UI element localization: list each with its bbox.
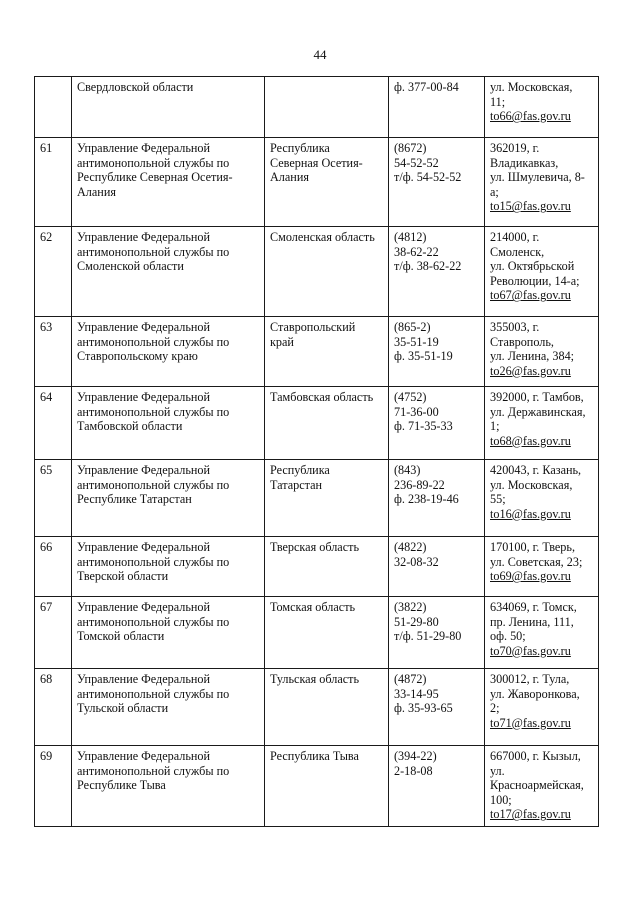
- office-name-line: антимонопольной службы по: [77, 554, 230, 569]
- phone-numbers-line: ф. 71-35-33: [394, 419, 453, 434]
- phone-numbers-cell: [389, 317, 485, 387]
- table-row: [35, 669, 599, 746]
- postal-address-cell: [485, 746, 599, 827]
- region-name-line: Алания: [270, 170, 309, 185]
- office-name-line: Управление Федеральной: [77, 320, 211, 334]
- postal-address-line: 355003, г.: [490, 320, 540, 334]
- office-name-cell: [72, 669, 265, 746]
- postal-address-cell: [485, 460, 599, 537]
- office-name-cell: [72, 138, 265, 227]
- postal-address-cell: [485, 317, 599, 387]
- page-number: 44: [313, 47, 327, 62]
- postal-address-cell: [485, 227, 599, 317]
- region-name-cell: [265, 227, 389, 317]
- phone-numbers-cell: [389, 138, 485, 227]
- postal-address-line: ул. Державинская,: [490, 404, 586, 419]
- office-name-line: Республике Тыва: [77, 778, 166, 793]
- postal-address-line: ул. Московская,: [490, 477, 573, 492]
- office-name-cell: [72, 77, 265, 138]
- postal-address-line: 55;: [490, 492, 506, 507]
- email-link[interactable]: to70@fas.gov.ru: [490, 643, 571, 658]
- phone-numbers-cell: [389, 227, 485, 317]
- phone-numbers-cell: [389, 746, 485, 827]
- postal-address-line: 2;: [490, 701, 500, 716]
- region-name-cell: [265, 537, 389, 597]
- region-name-line: Тверская область: [270, 540, 360, 554]
- email-link[interactable]: to66@fas.gov.ru: [490, 109, 571, 124]
- table-row: [35, 138, 599, 227]
- email-link[interactable]: to26@fas.gov.ru: [490, 363, 571, 378]
- phone-numbers-line: ф. 35-93-65: [394, 701, 453, 716]
- office-name-line: Республике Татарстан: [77, 492, 192, 507]
- email-link[interactable]: to67@fas.gov.ru: [490, 288, 571, 303]
- office-name-cell: [72, 537, 265, 597]
- postal-address-line: ул. Октябрьской: [490, 259, 575, 274]
- region-name-line: Тульская область: [270, 672, 360, 686]
- phone-numbers-cell: [389, 669, 485, 746]
- postal-address-line: 1;: [490, 419, 500, 434]
- postal-address-line: 392000, г. Тамбов,: [490, 390, 584, 404]
- postal-address-line: 300012, г. Тула,: [490, 672, 570, 686]
- table-row: [35, 537, 599, 597]
- row-number: 61: [35, 138, 72, 227]
- row-number: 68: [35, 669, 72, 746]
- office-name-line: Управление Федеральной: [77, 600, 211, 614]
- table-body: [35, 77, 599, 827]
- office-name-cell: [72, 460, 265, 537]
- phone-numbers-line: ф. 238-19-46: [394, 492, 459, 507]
- region-name-cell: [265, 138, 389, 227]
- postal-address-line: Смоленск,: [490, 244, 545, 259]
- office-name-line: Алания: [77, 184, 116, 199]
- phone-numbers-line: (4812): [394, 230, 427, 244]
- office-name-line: Управление Федеральной: [77, 141, 211, 155]
- phone-numbers-line: 51-29-80: [394, 614, 439, 629]
- office-name-line: Смоленской области: [77, 259, 184, 274]
- office-name-line: Управление Федеральной: [77, 672, 211, 686]
- phone-numbers-line: 236-89-22: [394, 477, 445, 492]
- office-name-cell: [72, 227, 265, 317]
- table-row: [35, 746, 599, 827]
- postal-address-line: 11;: [490, 94, 506, 109]
- row-number: 65: [35, 460, 72, 537]
- postal-address-line: 420043, г. Казань,: [490, 463, 582, 477]
- postal-address-cell: [485, 387, 599, 460]
- table-row: [35, 460, 599, 537]
- office-name-line: Свердловской области: [77, 80, 194, 94]
- office-name-line: Тверской области: [77, 569, 169, 584]
- office-name-line: Управление Федеральной: [77, 230, 211, 244]
- phone-numbers-line: (4752): [394, 390, 427, 404]
- table-row: [35, 77, 599, 138]
- region-name-cell: [265, 77, 389, 138]
- postal-address-line: Революции, 14-а;: [490, 273, 580, 288]
- phone-numbers-line: 35-51-19: [394, 334, 439, 349]
- phone-numbers-line: (394-22): [394, 749, 437, 763]
- postal-address-line: 362019, г.: [490, 141, 540, 155]
- region-name-line: край: [270, 334, 294, 349]
- postal-address-cell: [485, 597, 599, 669]
- phone-numbers-line: 38-62-22: [394, 244, 439, 259]
- office-name-line: Управление Федеральной: [77, 540, 211, 554]
- office-name-line: Управление Федеральной: [77, 390, 211, 404]
- phone-numbers-line: (865-2): [394, 320, 431, 334]
- phone-numbers-line: т/ф. 54-52-52: [394, 170, 462, 185]
- region-name-cell: [265, 460, 389, 537]
- postal-address-cell: [485, 537, 599, 597]
- postal-address-line: ул.: [490, 763, 505, 778]
- phone-numbers-line: т/ф. 38-62-22: [394, 259, 462, 274]
- postal-address-line: ул. Жаворонкова,: [490, 686, 580, 701]
- region-name-cell: [265, 597, 389, 669]
- phone-numbers-line: 33-14-95: [394, 686, 439, 701]
- table-row: [35, 317, 599, 387]
- office-name-line: Ставропольскому краю: [77, 349, 198, 364]
- region-name-line: Республика: [270, 463, 330, 477]
- postal-address-line: Ставрополь,: [490, 334, 554, 349]
- region-name-line: Томская область: [270, 600, 356, 614]
- region-name-line: Республика: [270, 141, 330, 155]
- postal-address-cell: [485, 669, 599, 746]
- office-name-line: антимонопольной службы по: [77, 244, 230, 259]
- table-row: [35, 387, 599, 460]
- table-row: [35, 597, 599, 669]
- region-name-line: Республика Тыва: [270, 749, 359, 763]
- email-link[interactable]: to16@fas.gov.ru: [490, 506, 571, 521]
- phone-numbers-line: (8672): [394, 141, 427, 155]
- row-number: 64: [35, 387, 72, 460]
- office-name-line: антимонопольной службы по: [77, 614, 230, 629]
- row-number: [35, 77, 72, 138]
- phone-numbers-cell: [389, 77, 485, 138]
- office-name-line: Тамбовской области: [77, 419, 183, 434]
- region-name-cell: [265, 317, 389, 387]
- postal-address-line: ул. Шмулевича, 8-: [490, 170, 585, 185]
- phone-numbers-line: 32-08-32: [394, 554, 439, 569]
- email-link[interactable]: to17@fas.gov.ru: [490, 807, 571, 822]
- phone-numbers-line: ф. 377-00-84: [394, 80, 459, 94]
- phone-numbers-cell: [389, 460, 485, 537]
- office-name-line: антимонопольной службы по: [77, 763, 230, 778]
- phone-numbers-line: ф. 35-51-19: [394, 349, 453, 364]
- email-link[interactable]: to71@fas.gov.ru: [490, 715, 571, 730]
- postal-address-cell: [485, 138, 599, 227]
- postal-address-cell: [485, 77, 599, 138]
- phone-numbers-cell: [389, 597, 485, 669]
- postal-address-line: ул. Советская, 23;: [490, 554, 583, 569]
- postal-address-line: ул. Московская,: [490, 80, 573, 94]
- postal-address-line: Красноармейская,: [490, 778, 584, 793]
- email-link[interactable]: to69@fas.gov.ru: [490, 569, 571, 584]
- row-number: 67: [35, 597, 72, 669]
- phone-numbers-cell: [389, 387, 485, 460]
- region-name-cell: [265, 746, 389, 827]
- row-number: 62: [35, 227, 72, 317]
- region-name-line: Татарстан: [270, 477, 323, 492]
- phone-numbers-line: (3822): [394, 600, 427, 614]
- office-name-cell: [72, 387, 265, 460]
- region-name-line: Северная Осетия-: [270, 155, 363, 170]
- row-number: 69: [35, 746, 72, 827]
- office-name-cell: [72, 597, 265, 669]
- phone-numbers-line: (4822): [394, 540, 427, 554]
- region-name-cell: [265, 669, 389, 746]
- postal-address-line: 100;: [490, 792, 512, 807]
- fas-offices-table: [34, 76, 599, 827]
- postal-address-line: Владикавказ,: [490, 155, 559, 170]
- phone-numbers-line: т/ф. 51-29-80: [394, 629, 462, 644]
- phone-numbers-line: 2-18-08: [394, 763, 433, 778]
- phone-numbers-line: (4872): [394, 672, 427, 686]
- office-name-line: антимонопольной службы по: [77, 686, 230, 701]
- postal-address-line: 667000, г. Кызыл,: [490, 749, 581, 763]
- table-row: [35, 227, 599, 317]
- office-name-line: Тульской области: [77, 701, 169, 716]
- office-name-cell: [72, 746, 265, 827]
- office-name-line: антимонопольной службы по: [77, 477, 230, 492]
- office-name-cell: [72, 317, 265, 387]
- office-name-line: Управление Федеральной: [77, 463, 211, 477]
- phone-numbers-line: 71-36-00: [394, 404, 439, 419]
- office-name-line: Республике Северная Осетия-: [77, 170, 233, 185]
- postal-address-line: 634069, г. Томск,: [490, 600, 577, 614]
- region-name-line: Смоленская область: [270, 230, 375, 244]
- postal-address-line: 170100, г. Тверь,: [490, 540, 576, 554]
- postal-address-line: оф. 50;: [490, 629, 526, 644]
- phone-numbers-cell: [389, 537, 485, 597]
- office-name-line: антимонопольной службы по: [77, 334, 230, 349]
- region-name-line: Тамбовская область: [270, 390, 374, 404]
- office-name-line: Управление Федеральной: [77, 749, 211, 763]
- row-number: 66: [35, 537, 72, 597]
- postal-address-line: пр. Ленина, 111,: [490, 614, 574, 629]
- region-name-cell: [265, 387, 389, 460]
- postal-address-line: ул. Ленина, 384;: [490, 349, 575, 364]
- email-link[interactable]: to68@fas.gov.ru: [490, 433, 571, 448]
- postal-address-line: 214000, г.: [490, 230, 540, 244]
- postal-address-line: а;: [490, 184, 499, 199]
- office-name-line: антимонопольной службы по: [77, 155, 230, 170]
- row-number: 63: [35, 317, 72, 387]
- phone-numbers-line: 54-52-52: [394, 155, 439, 170]
- email-link[interactable]: to15@fas.gov.ru: [490, 199, 571, 214]
- office-name-line: антимонопольной службы по: [77, 404, 230, 419]
- office-name-line: Томской области: [77, 629, 165, 644]
- region-name-line: Ставропольский: [270, 320, 356, 334]
- phone-numbers-line: (843): [394, 463, 421, 477]
